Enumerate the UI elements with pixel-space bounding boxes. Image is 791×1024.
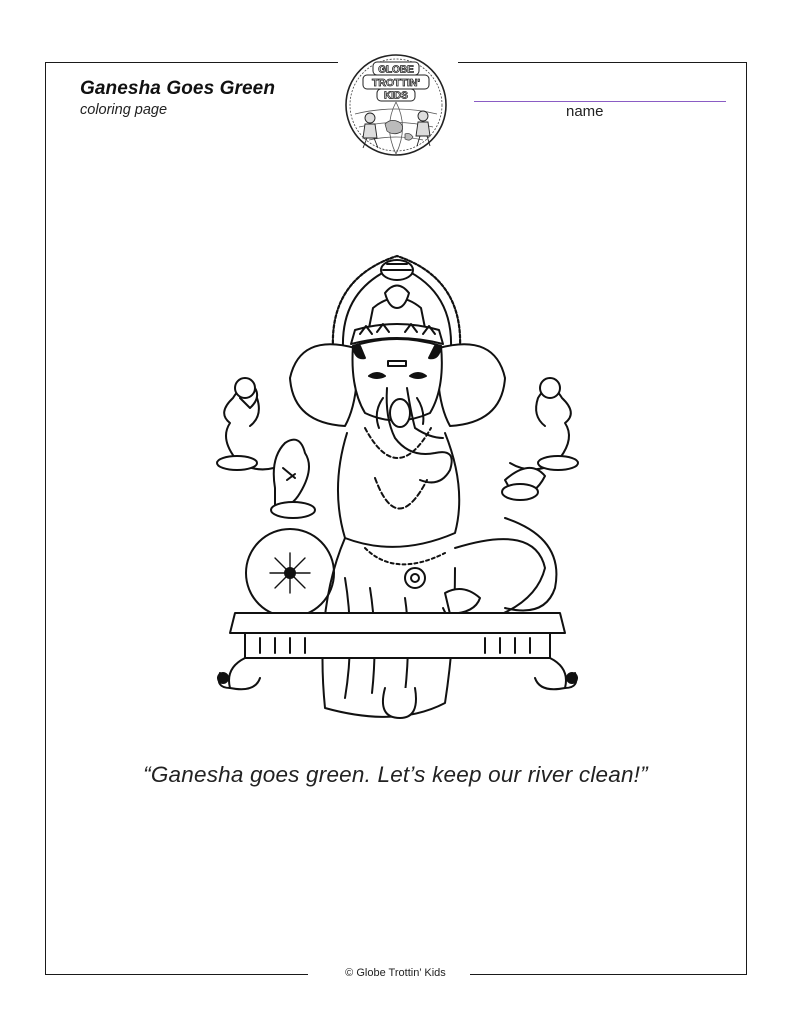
page-title: Ganesha Goes Green	[80, 78, 276, 99]
logo-text-line2: TROTTIN'	[372, 77, 420, 89]
ganesha-line-art-icon	[205, 248, 590, 728]
name-label: name	[566, 103, 604, 120]
logo-text-line3: KIDS	[384, 90, 408, 102]
copyright-footer: © Globe Trottin’ Kids	[345, 967, 446, 979]
globe-trottin-kids-logo-icon	[343, 52, 449, 158]
quote-text: “Ganesha goes green. Let’s keep our river clean!”	[143, 762, 648, 787]
page-subtitle: coloring page	[80, 102, 168, 118]
name-field-line[interactable]	[474, 101, 726, 102]
logo-text-line1: GLOBE	[378, 64, 414, 76]
